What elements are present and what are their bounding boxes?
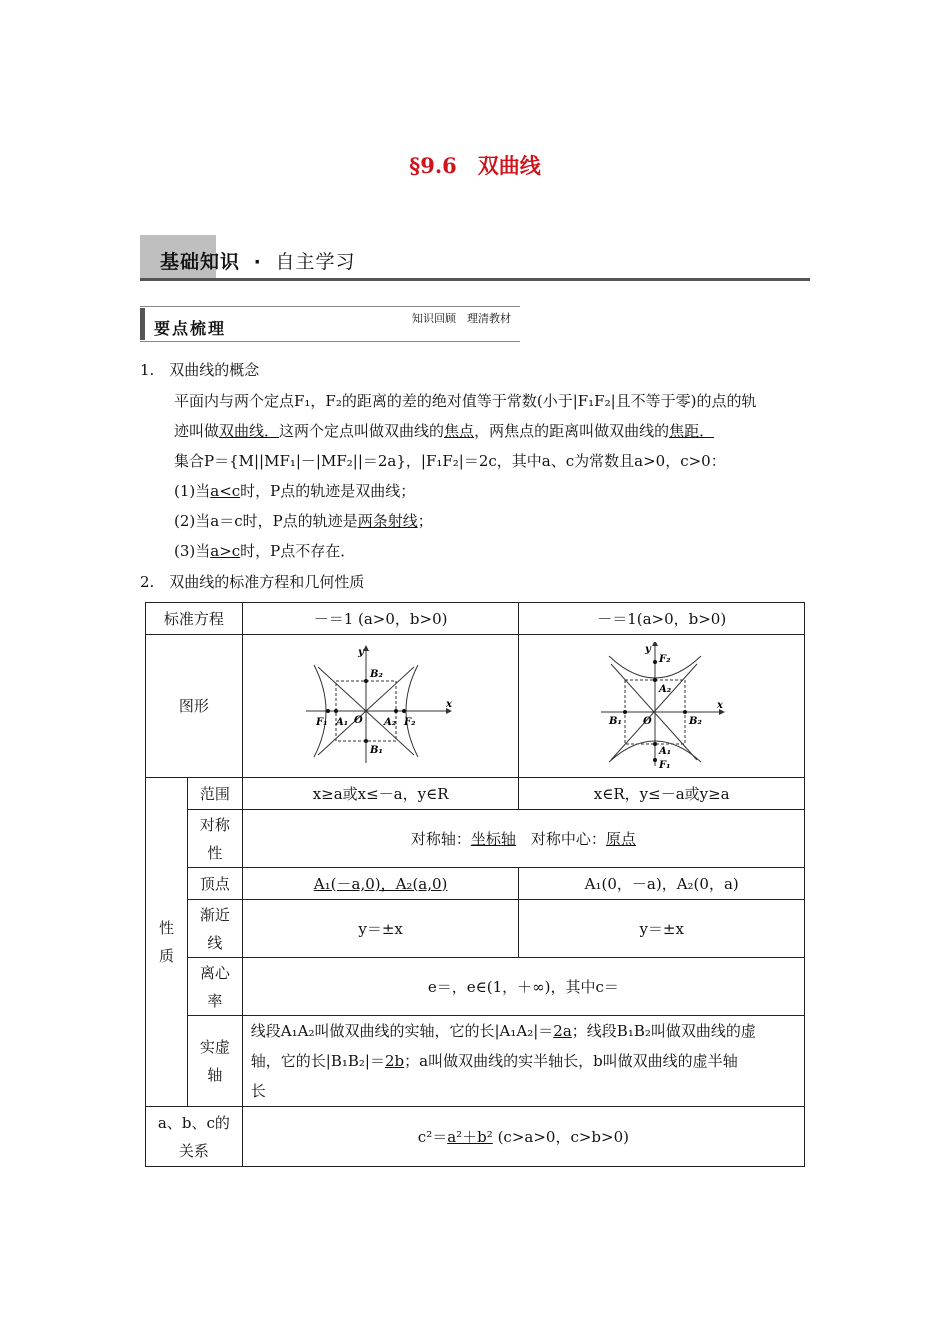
- case3-c: 时，P点不存在．: [240, 542, 356, 560]
- row-equation: [146, 603, 805, 635]
- relation-value: [242, 1107, 804, 1167]
- range-1: x≥a或x≤－a，y∈R: [242, 778, 519, 810]
- case2-c: ；: [417, 512, 433, 530]
- sym-c: 对称中心：: [515, 829, 606, 848]
- axis-l2b: 2b: [384, 1052, 405, 1070]
- case3-a: (3)当: [174, 542, 211, 560]
- axis-value: [242, 1016, 804, 1107]
- line2-d: 焦点: [444, 422, 475, 440]
- g2-A1: A₁: [658, 746, 671, 757]
- row-symmetry: [146, 810, 805, 868]
- vertex-2: A₁(0，－a)，A₂(0，a): [519, 868, 805, 900]
- case2-a: (2)当a＝c时，P点的轨迹是: [174, 512, 358, 530]
- case1-c: 时，P点的轨迹是双曲线；: [240, 482, 416, 500]
- label-eccentricity: 离心 率: [187, 958, 242, 1016]
- subsection-header: [140, 306, 520, 342]
- g1-A2: A₂: [383, 717, 396, 728]
- g2-x: x: [716, 700, 723, 711]
- item1-line3: 集合P＝{M||MF₁|－|MF₂||＝2a}，|F₁F₂|＝2c，其中a、c为常数且a>0，c>0：: [174, 452, 726, 470]
- g1-A1: A₁: [335, 717, 348, 728]
- row-figure: [146, 635, 805, 778]
- row-range: [146, 778, 805, 810]
- g1-y: y: [357, 647, 364, 658]
- label-figure: 图形: [146, 635, 243, 778]
- subsection-bar: [140, 308, 145, 340]
- properties-table: [145, 602, 805, 1167]
- asymptote-1: y＝±x: [242, 900, 519, 958]
- row-vertex: [146, 868, 805, 900]
- case1-a: (1)当: [174, 482, 211, 500]
- g2-B2: B₂: [688, 716, 702, 727]
- case3-b: a>c: [210, 542, 241, 560]
- axis-l1c: ；线段B₁B₂叫做双曲线的虚: [571, 1022, 756, 1040]
- item1-case2: [174, 511, 433, 531]
- item2-heading: 2. 双曲线的标准方程和几何性质: [140, 573, 365, 591]
- rel-b: a²＋b²: [447, 1127, 493, 1146]
- hyperbola-horizontal-graph: [306, 645, 456, 767]
- label-relation: a、b、c的 关系: [146, 1107, 243, 1167]
- subsection-bottom-rule: [140, 341, 520, 342]
- axis-line1: [251, 1016, 804, 1046]
- item1-case3: [174, 541, 355, 561]
- line2-f: 焦距．: [669, 422, 715, 440]
- g1-x: x: [445, 699, 452, 710]
- sym-b: 坐标轴: [470, 829, 516, 848]
- item1-heading: 1. 双曲线的概念: [140, 361, 260, 379]
- hyperbola-vertical-graph: [597, 642, 727, 770]
- g1-F2: F₂: [403, 717, 416, 728]
- sym-d: 原点: [605, 829, 636, 848]
- g2-F1: F₁: [658, 760, 671, 770]
- row-axis: [146, 1016, 805, 1107]
- vertex-1: A₁(－a,0)，A₂(a,0): [242, 868, 519, 900]
- g2-y: y: [644, 644, 651, 655]
- subsection-title: 要点梳理: [154, 319, 227, 338]
- axis-line3: 长: [250, 1082, 266, 1100]
- line2-c: 这两个定点叫做双曲线的: [279, 422, 445, 440]
- g1-B2: B₂: [369, 669, 383, 680]
- g1-O: O: [353, 715, 363, 726]
- figure-2-cell: [519, 635, 805, 778]
- asymptote-2: y＝±x: [519, 900, 805, 958]
- label-properties: 性 质: [146, 778, 188, 1107]
- item1-case1: [174, 481, 415, 501]
- line2-e: ，两焦点的距离叫做双曲线的: [474, 422, 670, 440]
- axis-line2: [251, 1046, 804, 1076]
- label-symmetry: 对称 性: [187, 810, 242, 868]
- range-2: x∈R，y≤－a或y≥a: [519, 778, 805, 810]
- rel-a: c²＝: [417, 1127, 448, 1146]
- equation-2: －＝1(a>0，b>0): [519, 603, 805, 635]
- section-banner: [140, 235, 810, 281]
- sym-a: 对称轴：: [410, 829, 471, 848]
- label-axis: 实虚 轴: [187, 1016, 242, 1107]
- banner-main: 基础知识: [160, 251, 241, 273]
- line2-a: 迹叫做: [174, 422, 220, 440]
- banner-text: [160, 247, 356, 274]
- row-asymptote: [146, 900, 805, 958]
- item1-line1: 平面内与两个定点F₁，F₂的距离的差的绝对值等于常数(小于|F₁F₂|且不等于零)的点的轨: [174, 392, 757, 410]
- banner-sub: 自主学习: [275, 251, 356, 273]
- label-asymptote: 渐近 线: [187, 900, 242, 958]
- label-vertex: 顶点: [187, 868, 242, 900]
- g2-O: O: [642, 716, 652, 727]
- g2-A2: A₂: [658, 684, 671, 695]
- g1-F1: F₁: [315, 717, 328, 728]
- axis-l1b: 2a: [553, 1022, 572, 1040]
- g2-B1: B₁: [608, 716, 622, 727]
- row-eccentricity: [146, 958, 805, 1016]
- banner-rule: [140, 278, 810, 281]
- banner-dot: ·: [253, 251, 262, 273]
- row-relation: [146, 1107, 805, 1167]
- rel-c: (c>a>0，c>b>0): [492, 1127, 629, 1146]
- label-equation: 标准方程: [146, 603, 243, 635]
- item1-line2: [174, 421, 714, 441]
- axis-l1a: 线段A₁A₂叫做双曲线的实轴，它的长|A₁A₂|＝: [250, 1022, 554, 1040]
- g1-B1: B₁: [369, 745, 383, 756]
- label-range: 范围: [187, 778, 242, 810]
- equation-1: －＝1 (a>0，b>0): [242, 603, 519, 635]
- axis-l2a: 轴，它的长|B₁B₂|＝: [250, 1052, 385, 1070]
- line2-b: 双曲线．: [219, 422, 280, 440]
- case2-b: 两条射线: [357, 512, 418, 530]
- page-title: §9.6 双曲线: [409, 153, 541, 178]
- case1-b: a<c: [210, 482, 241, 500]
- subsection-top-rule: [140, 306, 520, 307]
- figure-1-cell: [242, 635, 519, 778]
- eccentricity-value: e＝，e∈(1，＋∞)，其中c＝: [242, 958, 804, 1016]
- axis-l2c: ；a叫做双曲线的实半轴长，b叫做双曲线的虚半轴: [404, 1052, 738, 1070]
- symmetry-value: [242, 810, 804, 868]
- subsection-note: 知识回顾 理清教材: [412, 312, 511, 325]
- g2-F2: F₂: [658, 654, 671, 665]
